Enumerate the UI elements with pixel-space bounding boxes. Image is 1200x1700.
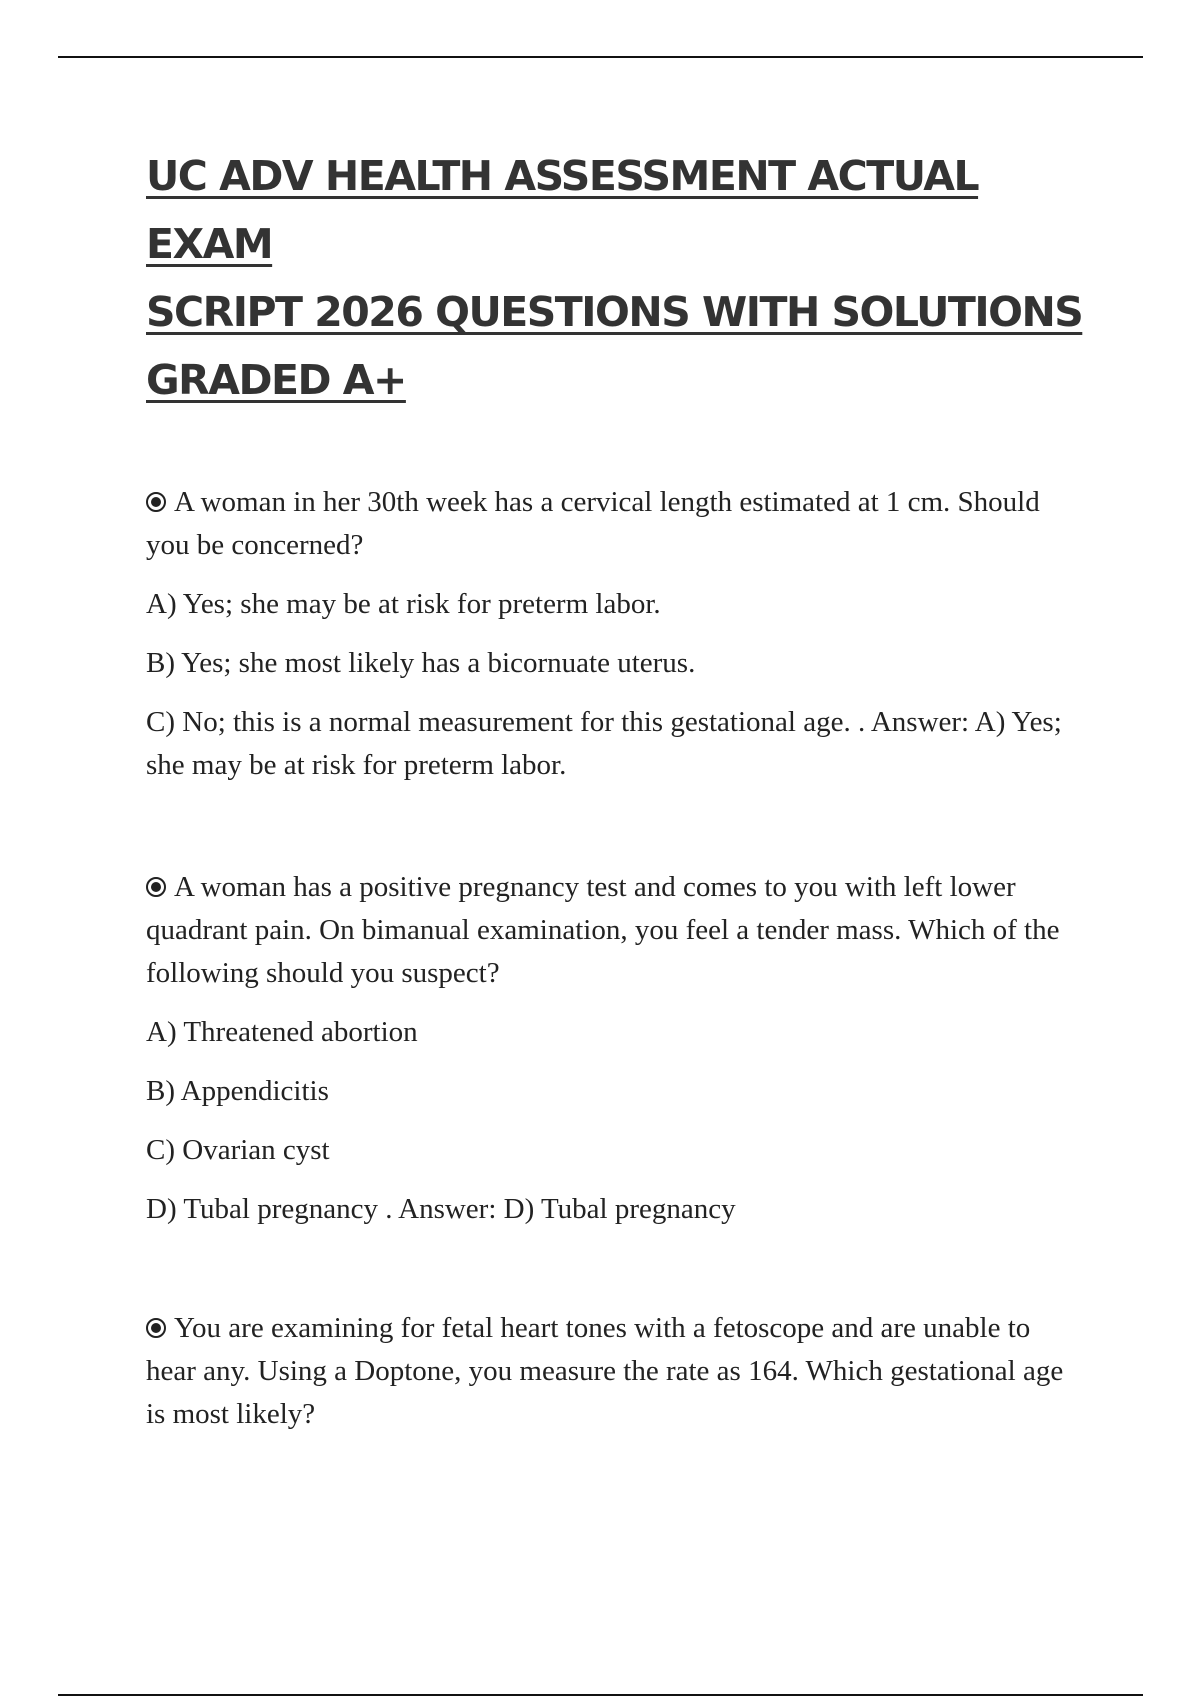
answer-option: C) Ovarian cyst [146, 1134, 330, 1166]
question-stem [146, 481, 1076, 567]
title-line-3: GRADED A+ [146, 356, 406, 404]
title-line-1: UC ADV HEALTH ASSESSMENT ACTUAL EXAM [146, 152, 979, 268]
top-divider [58, 56, 1143, 58]
question-stem-text: You are examining for fetal heart tones with a fetoscope and are unable to hear any. Using a Doptone, you measure the rate as 164. Which gestational age is most likely? [146, 1312, 1064, 1430]
answer-option: B) Yes; she most likely has a bicornuate uterus. [146, 647, 696, 679]
answer-option: B) Appendicitis [146, 1075, 329, 1107]
answer-option: D) Tubal pregnancy . Answer: D) Tubal pregnancy [146, 1193, 736, 1225]
question-stem-text: A woman in her 30th week has a cervical length estimated at 1 cm. Should you be concerned? [146, 486, 1040, 561]
question-3 [146, 1307, 1076, 1436]
question-stem-text: A woman has a positive pregnancy test and comes to you with left lower quadrant pain. On bimanual examination, you feel a tender mass. Which of the following should you suspect? [146, 871, 1060, 989]
bottom-divider [58, 1694, 1143, 1696]
question-stem [146, 866, 1076, 995]
title-line-2: SCRIPT 2026 QUESTIONS WITH SOLUTIONS [146, 288, 1083, 336]
question-stem [146, 1307, 1076, 1436]
radio-bullet-icon [146, 492, 166, 512]
answer-option: A) Threatened abortion [146, 1016, 418, 1048]
radio-bullet-icon [146, 1318, 166, 1338]
question-1 [146, 481, 1076, 787]
answer-option: C) No; this is a normal measurement for this gestational age. . Answer: A) Yes; she may be at risk for preterm labor. [146, 706, 1062, 781]
question-2 [146, 866, 1076, 1231]
document-title [146, 142, 1106, 414]
radio-bullet-icon [146, 877, 166, 897]
answer-option: A) Yes; she may be at risk for preterm labor. [146, 588, 661, 620]
